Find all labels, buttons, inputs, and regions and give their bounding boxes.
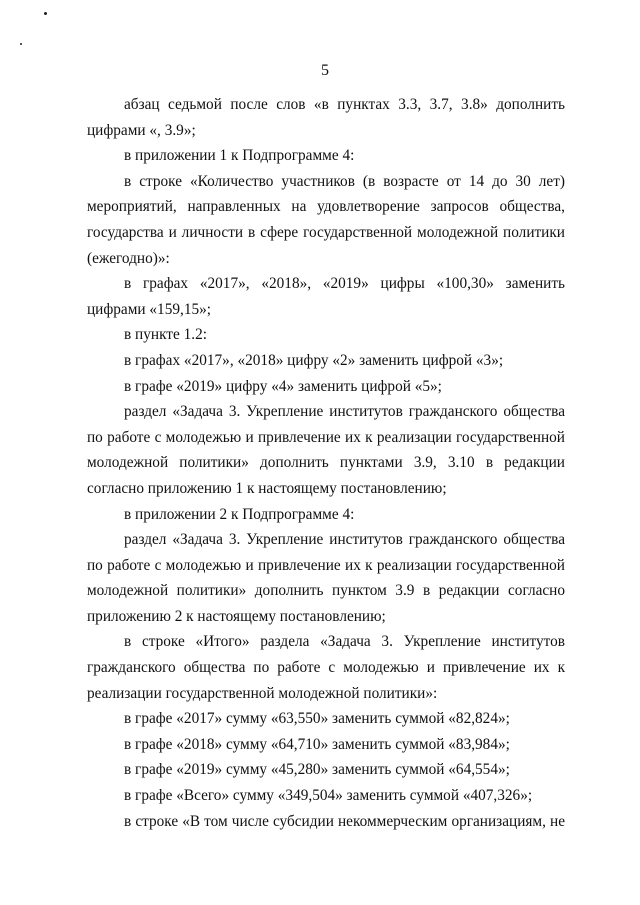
paragraph: в приложении 2 к Подпрограмме 4: bbox=[124, 505, 355, 523]
paragraph: в приложении 1 к Подпрограмме 4: bbox=[124, 147, 355, 165]
paragraph: в графе «2019» цифру «4» заменить цифрой «5»; bbox=[124, 377, 442, 395]
paragraph: в графах «2017», «2018» цифру «2» заменить цифрой «3»; bbox=[124, 351, 504, 369]
paragraph: раздел «Задача 3. Укрепление институтов гражданского общества по работе с молодежью и привлечение их к реализации государственной молодежной политики» дополнить пунктом 3.9 в редакции согласно приложению 2 к настоящему постановлению; bbox=[87, 531, 565, 625]
paragraph: в графе «2017» сумму «63,550» заменить суммой «82,824»; bbox=[124, 710, 510, 728]
paragraph: раздел «Задача 3. Укрепление институтов гражданского общества по работе с молодежью и привлечение их к реализации государственной молодежной политики» дополнить пунктами 3.9, 3.10 в редакции согласно приложению 1 к настоящему постановлению; bbox=[87, 403, 565, 497]
paragraph: в графе «2019» сумму «45,280» заменить суммой «64,554»; bbox=[124, 761, 510, 779]
page-number: 5 bbox=[321, 62, 329, 79]
paragraph: в графе «2018» сумму «64,710» заменить суммой «83,984»; bbox=[124, 735, 510, 753]
paragraph: в строке «Количество участников (в возрасте от 14 до 30 лет) мероприятий, направленных на удовлетворение запросов общества, государства и личности в сфере государственной молодежной политики (ежегодно)»: bbox=[87, 172, 565, 267]
paragraph: в строке «В том числе субсидии некоммерческим организациям, не bbox=[124, 812, 565, 830]
paragraph: в графе «Всего» сумму «349,504» заменить суммой «407,326»; bbox=[124, 787, 533, 805]
document-body bbox=[87, 92, 565, 834]
scan-speck bbox=[44, 12, 47, 15]
scan-speck bbox=[20, 43, 22, 45]
paragraph: абзац седьмой после слов «в пунктах 3.3, 3.7, 3.8» дополнить цифрами «, 3.9»; bbox=[87, 96, 565, 139]
paragraph: в строке «Итого» раздела «Задача 3. Укрепление институтов гражданского общества по работе с молодежью и привлечение их к реализации государственной молодежной политики»: bbox=[87, 633, 565, 702]
paragraph: в графах «2017», «2018», «2019» цифры «100,30» заменить цифрами «159,15»; bbox=[87, 275, 565, 318]
paragraph: в пункте 1.2: bbox=[124, 326, 207, 344]
